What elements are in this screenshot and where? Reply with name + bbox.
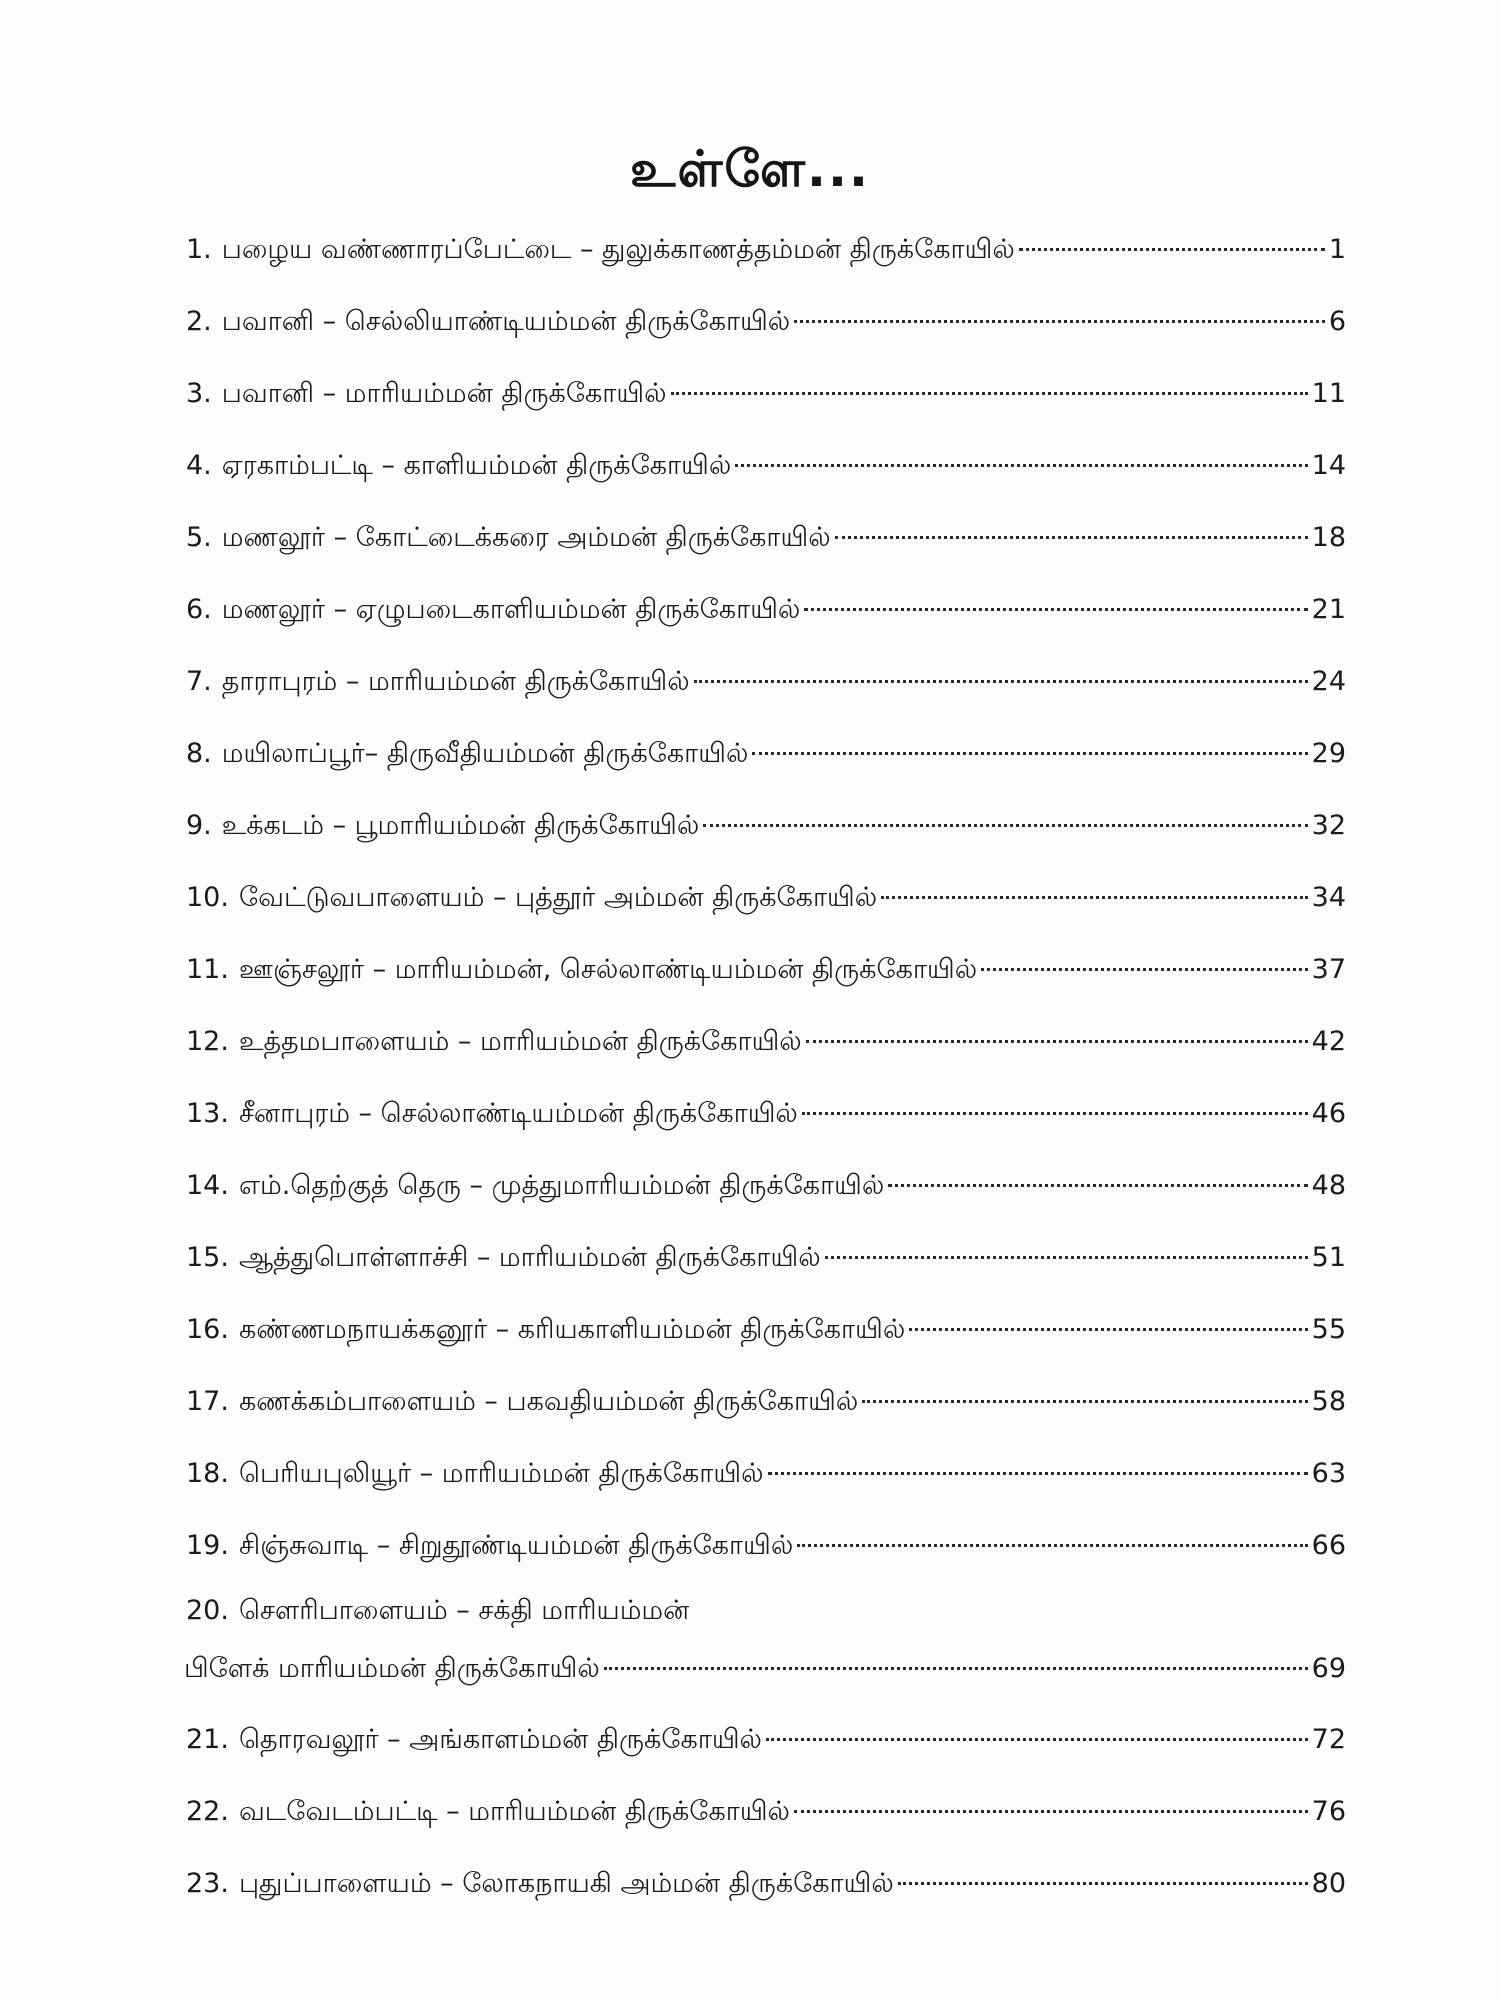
entry-page-number: 18 xyxy=(1311,522,1346,553)
entry-page-number: 80 xyxy=(1311,1868,1346,1899)
dot-leader xyxy=(604,1666,1308,1670)
entry-page-number: 11 xyxy=(1311,378,1346,409)
toc-entry[interactable] xyxy=(186,934,1346,1006)
dot-leader xyxy=(825,1255,1308,1259)
dot-leader xyxy=(768,1471,1308,1475)
dot-leader xyxy=(909,1327,1307,1331)
toc-entry[interactable] xyxy=(186,1006,1346,1078)
entry-title: ஊஞ்சலூர் – மாரியம்மன், செல்லாண்டியம்மன் திருக்கோயில் xyxy=(238,954,978,985)
entry-title: பவானி – மாரியம்மன் திருக்கோயில் xyxy=(221,378,667,409)
toc-entry[interactable] xyxy=(186,214,1346,286)
entry-title: மணலூர் – ஏழுபடைகாளியம்மன் திருக்கோயில் xyxy=(221,594,801,625)
entry-title: வடவேடம்பட்டி – மாரியம்மன் திருக்கோயில் xyxy=(238,1796,790,1827)
dot-leader xyxy=(888,1183,1307,1187)
entry-title: மயிலாப்பூர்– திருவீதியம்மன் திருக்கோயில் xyxy=(221,738,749,769)
dot-leader xyxy=(671,391,1308,395)
entry-page-number: 42 xyxy=(1311,1026,1346,1057)
entry-number: 16. xyxy=(186,1314,229,1345)
entry-title: பழைய வண்ணாரப்பேட்டை – துலுக்காணத்தம்மன் திருக்கோயில் xyxy=(221,234,1015,265)
entry-number: 14. xyxy=(186,1170,229,1201)
toc-entry[interactable] xyxy=(186,1704,1346,1776)
entry-number: 1. xyxy=(186,234,212,265)
toc-entry[interactable] xyxy=(186,1510,1346,1582)
toc-entry[interactable] xyxy=(186,1582,1346,1704)
dot-leader xyxy=(694,679,1308,683)
entry-page-number: 69 xyxy=(1311,1653,1346,1684)
entry-page-number: 29 xyxy=(1311,738,1346,769)
toc-entry[interactable] xyxy=(186,286,1346,358)
entry-title: பவானி – செல்லியாண்டியம்மன் திருக்கோயில் xyxy=(221,306,791,337)
entry-line-2 xyxy=(184,1640,1346,1698)
toc-entry[interactable] xyxy=(186,1848,1346,1920)
entry-title-continued: பிளேக் மாரியம்மன் திருக்கோயில் xyxy=(184,1653,600,1684)
entry-number: 3. xyxy=(186,378,212,409)
toc-entry[interactable] xyxy=(186,1438,1346,1510)
toc-entry[interactable] xyxy=(186,718,1346,790)
entry-page-number: 34 xyxy=(1311,882,1346,913)
entry-page-number: 58 xyxy=(1311,1386,1346,1417)
entry-number: 8. xyxy=(186,738,212,769)
dot-leader xyxy=(802,1111,1308,1115)
dot-leader xyxy=(794,319,1325,323)
entry-number: 23. xyxy=(186,1868,229,1899)
entry-page-number: 46 xyxy=(1311,1098,1346,1129)
dot-leader xyxy=(703,823,1307,827)
dot-leader xyxy=(752,751,1307,755)
dot-leader xyxy=(806,1039,1308,1043)
entry-number: 17. xyxy=(186,1386,229,1417)
entry-number: 22. xyxy=(186,1796,229,1827)
toc-entry[interactable] xyxy=(186,1366,1346,1438)
entry-title: புதுப்பாளையம் – லோகநாயகி அம்மன் திருக்கோயில் xyxy=(238,1868,894,1899)
dot-leader xyxy=(862,1399,1307,1403)
dot-leader xyxy=(898,1881,1308,1885)
entry-title: உக்கடம் – பூமாரியம்மன் திருக்கோயில் xyxy=(221,810,700,841)
entry-number: 4. xyxy=(186,450,212,481)
entry-number: 18. xyxy=(186,1458,229,1489)
entry-page-number: 63 xyxy=(1311,1458,1346,1489)
entry-title: தாராபுரம் – மாரியம்மன் திருக்கோயில் xyxy=(221,666,690,697)
entry-title: வேட்டுவபாளையம் – புத்தூர் அம்மன் திருக்கோயில் xyxy=(238,882,878,913)
entry-title: ஆத்துபொள்ளாச்சி – மாரியம்மன் திருக்கோயில் xyxy=(238,1242,821,1273)
entry-number: 6. xyxy=(186,594,212,625)
toc-entry[interactable] xyxy=(186,1776,1346,1848)
entry-page-number: 1 xyxy=(1328,234,1346,265)
dot-leader xyxy=(735,463,1307,467)
entry-title: ஏரகாம்பட்டி – காளியம்மன் திருக்கோயில் xyxy=(221,450,732,481)
entry-number: 13. xyxy=(186,1098,229,1129)
entry-number: 11. xyxy=(186,954,229,985)
dot-leader xyxy=(794,1809,1308,1813)
entry-line-1 xyxy=(186,1582,1346,1640)
dot-leader xyxy=(1019,247,1325,251)
toc-entry[interactable] xyxy=(186,646,1346,718)
entry-title: உத்தமபாளையம் – மாரியம்மன் திருக்கோயில் xyxy=(238,1026,802,1057)
entry-number: 9. xyxy=(186,810,212,841)
toc-entry[interactable] xyxy=(186,862,1346,934)
entry-page-number: 21 xyxy=(1311,594,1346,625)
entry-number: 7. xyxy=(186,666,212,697)
entry-page-number: 37 xyxy=(1311,954,1346,985)
dot-leader xyxy=(835,535,1308,539)
entry-number: 15. xyxy=(186,1242,229,1273)
toc-entry[interactable] xyxy=(186,1222,1346,1294)
dot-leader xyxy=(981,967,1308,971)
entry-page-number: 51 xyxy=(1311,1242,1346,1273)
dot-leader xyxy=(766,1737,1308,1741)
dot-leader xyxy=(797,1543,1307,1547)
page-title: உள்ளே... xyxy=(629,140,871,198)
entry-title: மணலூர் – கோட்டைக்கரை அம்மன் திருக்கோயில் xyxy=(221,522,831,553)
dot-leader xyxy=(804,607,1307,611)
toc-entry[interactable] xyxy=(186,1294,1346,1366)
entry-title: கண்ணமநாயக்கனூர் – கரியகாளியம்மன் திருக்கோயில் xyxy=(238,1314,906,1345)
entry-page-number: 72 xyxy=(1311,1724,1346,1755)
toc-entry[interactable] xyxy=(186,430,1346,502)
entry-page-number: 48 xyxy=(1311,1170,1346,1201)
entry-number: 21. xyxy=(186,1724,229,1755)
toc-entry[interactable] xyxy=(186,502,1346,574)
entry-page-number: 6 xyxy=(1328,306,1346,337)
entry-number: 20. xyxy=(186,1595,229,1626)
toc-entry[interactable] xyxy=(186,574,1346,646)
entry-page-number: 24 xyxy=(1311,666,1346,697)
entry-title: பெரியபுலியூர் – மாரியம்மன் திருக்கோயில் xyxy=(238,1458,764,1489)
entry-number: 10. xyxy=(186,882,229,913)
entry-number: 19. xyxy=(186,1530,229,1561)
entry-title: கணக்கம்பாளையம் – பகவதியம்மன் திருக்கோயில் xyxy=(238,1386,859,1417)
entry-title: எம்.தெற்குத் தெரு – முத்துமாரியம்மன் திருக்கோயில் xyxy=(238,1170,885,1201)
entry-title: சிஞ்சுவாடி – சிறுதூண்டியம்மன் திருக்கோயில் xyxy=(238,1530,794,1561)
entry-number: 12. xyxy=(186,1026,229,1057)
entry-page-number: 66 xyxy=(1311,1530,1346,1561)
entry-page-number: 76 xyxy=(1311,1796,1346,1827)
entry-number: 5. xyxy=(186,522,212,553)
entry-title: சௌரிபாளையம் – சக்தி மாரியம்மன் xyxy=(238,1595,690,1626)
table-of-contents xyxy=(186,214,1346,1920)
entry-page-number: 32 xyxy=(1311,810,1346,841)
entry-number: 2. xyxy=(186,306,212,337)
toc-entry[interactable] xyxy=(186,1078,1346,1150)
entry-page-number: 55 xyxy=(1311,1314,1346,1345)
toc-entry[interactable] xyxy=(186,1150,1346,1222)
dot-leader xyxy=(881,895,1307,899)
entry-title: தொரவலூர் – அங்காளம்மன் திருக்கோயில் xyxy=(238,1724,762,1755)
toc-entry[interactable] xyxy=(186,358,1346,430)
toc-entry[interactable] xyxy=(186,790,1346,862)
entry-page-number: 14 xyxy=(1311,450,1346,481)
entry-title: சீனாபுரம் – செல்லாண்டியம்மன் திருக்கோயில் xyxy=(238,1098,798,1129)
